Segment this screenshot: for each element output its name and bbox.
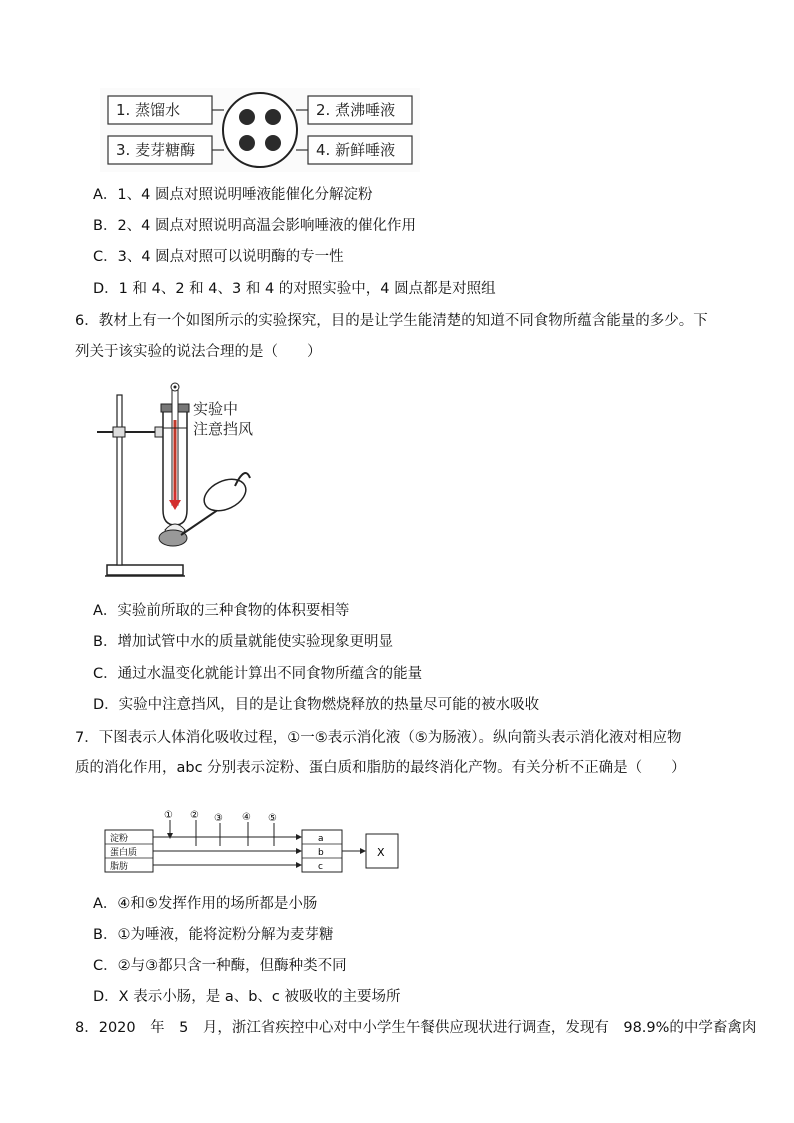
- q7-option-b: B．①为唾液，能将淀粉分解为麦芽糖: [93, 927, 334, 943]
- q6-stem-line1: 6．教材上有一个如图所示的实验探究，目的是让学生能清楚的知道不同食物所蕴含能量的多少。下: [75, 313, 708, 329]
- q6-option-c: C．通过水温变化就能计算出不同食物所蕴含的能量: [93, 666, 423, 682]
- stand-rod: [117, 395, 122, 565]
- product-a: a: [318, 834, 324, 844]
- juice-5: ⑤: [268, 813, 277, 824]
- product-b: b: [318, 848, 324, 858]
- q7-option-a: A．④和⑤发挥作用的场所都是小肠: [93, 896, 318, 912]
- note-line1: 实验中: [193, 400, 239, 418]
- spot-label-1: 1. 蒸馏水: [116, 101, 181, 119]
- q5-option-d: D．1 和 4、2 和 4、3 和 4 的对照实验中，4 圆点都是对照组: [93, 281, 496, 297]
- q5-option-a: A．1、4 圆点对照说明唾液能催化分解淀粉: [93, 187, 373, 203]
- juice-2: ②: [190, 810, 199, 821]
- q8-stem-line1: 8．2020 年 5 月，浙江省疾控中心对中小学生午餐供应现状进行调查，发现有 98.9%的中学畜禽肉: [75, 1020, 757, 1036]
- spot-plate-figure: [100, 88, 420, 172]
- nutrient-protein: 蛋白质: [110, 848, 138, 858]
- product-c: c: [318, 862, 323, 872]
- digestive-juices-figure: [100, 806, 410, 846]
- spot-1: [239, 109, 255, 125]
- juice-3: ③: [214, 813, 223, 824]
- q5-option-c: C．3、4 圆点对照可以说明酶的专一性: [93, 249, 344, 265]
- spot-label-4: 4. 新鲜唾液: [316, 141, 396, 159]
- q5-option-b: B．2、4 圆点对照说明高温会影响唾液的催化作用: [93, 218, 417, 234]
- q6-stem-line2: 列关于该实验的说法合理的是（ ）: [75, 344, 322, 360]
- spot-plate-outline: [223, 93, 297, 167]
- spot-4: [265, 135, 281, 151]
- note-line2: 注意挡风: [193, 420, 254, 438]
- q7-option-c: C．②与③都只含一种酶，但酶种类不同: [93, 958, 347, 974]
- spot-2: [265, 109, 281, 125]
- juice-4: ④: [242, 812, 251, 823]
- nutrient-starch: 淀粉: [110, 834, 129, 844]
- q6-option-b: B．增加试管中水的质量就能使实验现象更明显: [93, 634, 393, 650]
- q6-option-d: D．实验中注意挡风，目的是让食物燃烧释放的热量尽可能的被水吸收: [93, 697, 540, 713]
- x-label: X: [377, 846, 385, 859]
- spot-3: [239, 135, 255, 151]
- q7-option-d: D．X 表示小肠，是 a、b、c 被吸收的主要场所: [93, 989, 401, 1005]
- q7-stem-line2: 质的消化作用，abc 分别表示淀粉、蛋白质和脂肪的最终消化产物。有关分析不正确是（ ）: [75, 760, 686, 776]
- food-holder: [159, 530, 187, 546]
- wind-shield: [199, 473, 251, 517]
- q6-option-a: A．实验前所取的三种食物的体积要相等: [93, 603, 350, 619]
- stand-base: [107, 565, 183, 575]
- spot-label-3: 3. 麦芽糖酶: [116, 141, 196, 159]
- spot-label-2: 2. 煮沸唾液: [316, 101, 396, 119]
- juice-1: ①: [164, 810, 173, 821]
- food-energy-apparatus-figure: [95, 380, 295, 585]
- q7-stem-line1: 7．下图表示人体消化吸收过程，①一⑤表示消化液（⑤为肠液）。纵向箭头表示消化液对相应物: [75, 730, 682, 746]
- nutrient-fat: 脂肪: [110, 862, 129, 872]
